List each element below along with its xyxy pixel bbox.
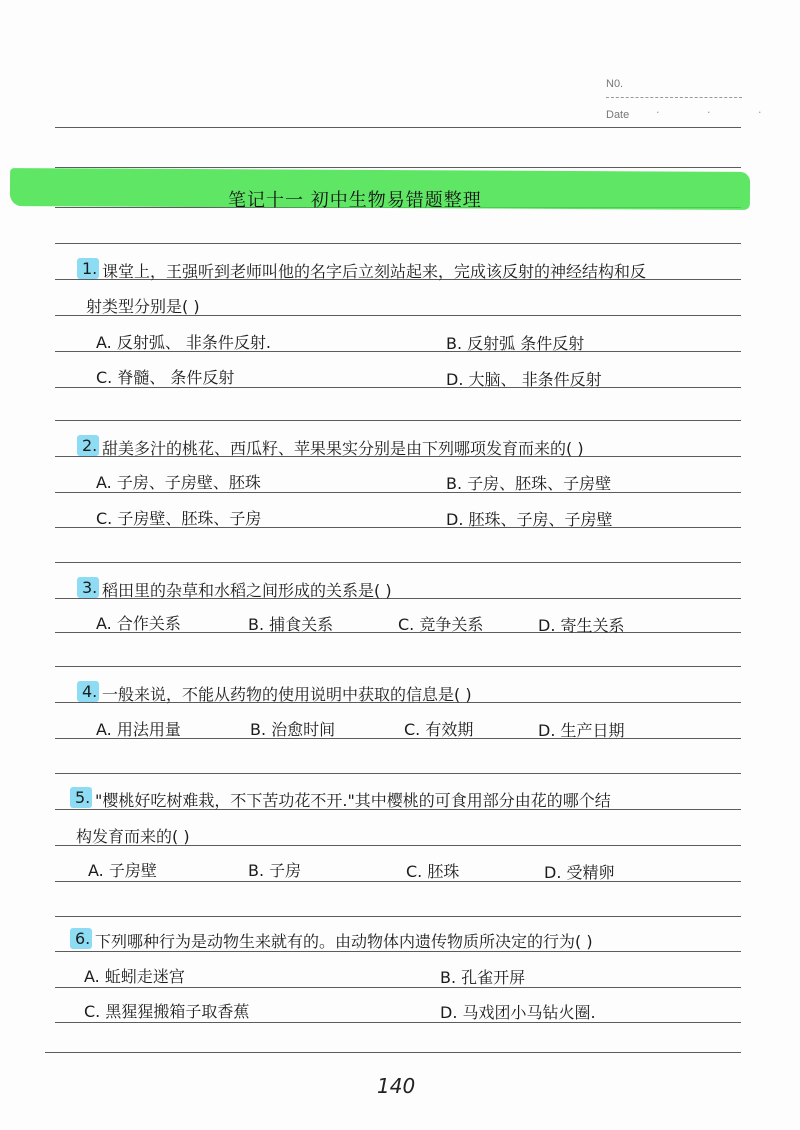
option-c: C. 胚珠 <box>406 862 460 881</box>
question-number: 3. <box>82 578 98 597</box>
option-c: C. 黑猩猩搬箱子取香蕉 <box>84 1002 250 1021</box>
ruled-line <box>55 666 741 667</box>
option-d: D. 大脑、 非条件反射 <box>446 370 602 389</box>
question-stem-continued: 射类型分别是( ) <box>86 297 200 316</box>
ruled-line <box>55 127 741 128</box>
option-b: B. 捕食关系 <box>248 615 334 634</box>
option-d: D. 寄生关系 <box>538 616 625 635</box>
page-number: 140 <box>377 1074 416 1098</box>
date-dots: · · · <box>656 106 784 119</box>
question-stem: "樱桃好吃树难栽，不下苦功花不开."其中樱桃的可食用部分由花的哪个结 <box>95 791 611 810</box>
question-stem: 稻田里的杂草和水稻之间形成的关系是( ) <box>102 581 392 600</box>
option-a: A. 蚯蚓走迷宫 <box>84 967 185 986</box>
option-a: A. 子房、子房壁、胚珠 <box>96 473 261 492</box>
option-c: C. 有效期 <box>404 720 474 739</box>
question-number: 2. <box>82 436 98 455</box>
ruled-line <box>55 420 741 421</box>
question-stem: 下列哪种行为是动物生来就有的。由动物体内遗传物质所决定的行为( ) <box>95 932 593 951</box>
option-d: D. 生产日期 <box>538 721 625 740</box>
question-number: 1. <box>82 259 98 278</box>
option-c: C. 子房壁、胚珠、子房 <box>96 509 262 528</box>
option-b: B. 治愈时间 <box>250 720 336 739</box>
number-dash-line <box>606 97 742 98</box>
question-number: 5. <box>75 788 91 807</box>
ruled-line <box>55 243 741 244</box>
ruled-line <box>45 1052 741 1053</box>
ruled-line <box>55 881 741 882</box>
ruled-line <box>55 773 741 774</box>
page-title: 笔记十一 初中生物易错题整理 <box>228 190 482 211</box>
option-c: C. 脊髓、 条件反射 <box>96 368 235 387</box>
option-b: B. 孔雀开屏 <box>440 968 526 987</box>
option-d: D. 马戏团小马钻火圈. <box>440 1003 596 1022</box>
option-d: D. 受精卵 <box>544 863 615 882</box>
option-a: A. 合作关系 <box>96 614 181 633</box>
question-stem: 甜美多汁的桃花、西瓜籽、苹果果实分别是由下列哪项发育而来的( ) <box>102 439 584 458</box>
ruled-line <box>55 1022 741 1023</box>
number-label: N0. <box>606 78 624 90</box>
question-stem: 一般来说，不能从药物的使用说明中获取的信息是( ) <box>102 685 472 704</box>
date-label: Date <box>606 109 630 121</box>
question-stem: 课堂上，王强听到老师叫他的名字后立刻站起来，完成该反射的神经结构和反 <box>102 262 647 281</box>
option-a: A. 反射弧、 非条件反射. <box>96 333 272 352</box>
option-c: C. 竞争关系 <box>398 615 484 634</box>
ruled-line <box>55 916 741 917</box>
option-b: B. 子房、胚珠、子房壁 <box>446 474 612 493</box>
question-stem-continued: 构发育而来的( ) <box>76 827 190 846</box>
option-a: A. 子房壁 <box>88 861 157 880</box>
option-a: A. 用法用量 <box>96 720 181 739</box>
ruled-line <box>55 562 741 563</box>
option-b: B. 反射弧 条件反射 <box>446 334 585 353</box>
option-b: B. 子房 <box>248 861 302 880</box>
ruled-line <box>55 987 741 988</box>
question-number: 6. <box>75 929 91 948</box>
option-d: D. 胚珠、子房、子房壁 <box>446 510 613 529</box>
question-number: 4. <box>82 682 98 701</box>
